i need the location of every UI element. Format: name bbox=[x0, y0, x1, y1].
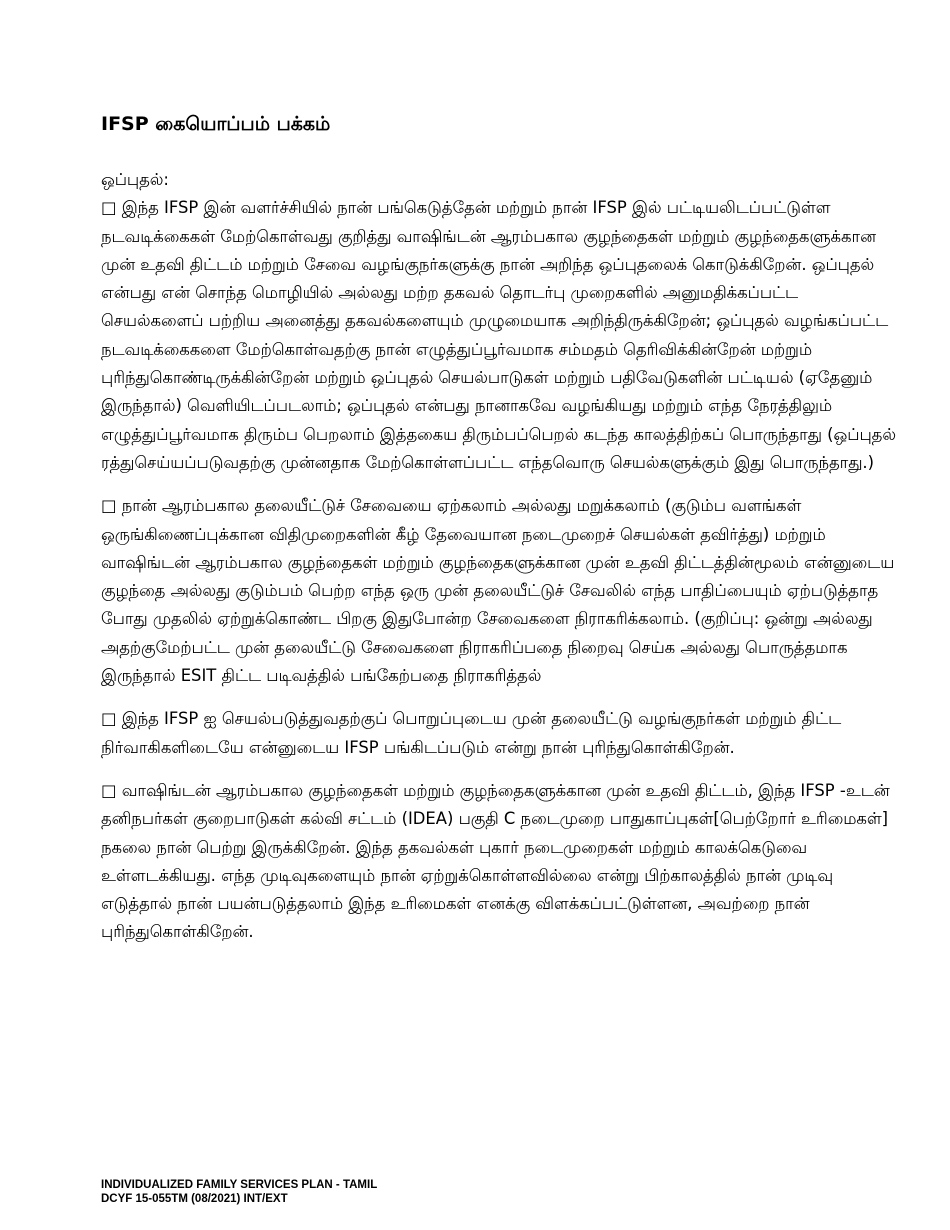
document-body bbox=[101, 166, 901, 962]
document-page bbox=[101, 0, 901, 1230]
consent-paragraph-decline-services: □ நான் ஆரம்பகால தலையீட்டுச் சேவையை ஏற்கலாம் அல்லது மறுக்கலாம் (குடும்ப வளங்கள் ஒருங்கிணைப்புக்கான விதிமுறைகளின் கீழ் தேவையான நடைமுறைச் செயல்கள் தவிர்த்து) மற்றும் வாஷிங்டன் ஆரம்பகால குழந்தைகள் மற்றும் குழந்தைகளுக்கான முன் உதவி திட்டத்தின்மூலம் என்னுடைய குழந்தை அல்லது குடும்பம் பெற்ற எந்த ஒரு முன் தலையீட்டுச் சேவலில் எந்த பாதிப்பையும் ஏற்படுத்தாத போது முதலில் ஏற்றுக்கொண்ட பிறகு இதுபோன்ற சேவைகளை நிராகரிக்கலாம். (குறிப்பு: ஒன்று அல்லது அதற்குமேற்பட்ட முன் தலையீட்டு சேவைகளை நிராகரிப்பதை நிறைவு செய்க அல்லது பொருத்தமாக இருந்தால் ESIT திட்ட படிவத்தில் பங்கேற்பதை நிராகரித்தல் bbox=[101, 496, 895, 686]
page-title: IFSP கையொப்பம் பக்கம் bbox=[101, 113, 331, 135]
page-footer bbox=[101, 1178, 377, 1206]
consent-label: ஒப்புதல்: bbox=[101, 170, 169, 189]
footer-form-number: DCYF 15-055TM (08/2021) INT/EXT bbox=[101, 1193, 288, 1205]
consent-paragraph-rights: □ வாஷிங்டன் ஆரம்பகால குழந்தைகள் மற்றும் குழந்தைகளுக்கான முன் உதவி திட்டம், இந்த IFSP -உடன் தனிநபர்கள் குறைபாடுகள் கல்வி சட்டம் (IDEA) பகுதி C நடைமுறை பாதுகாப்புகள்[பெற்றோர் உரிமைகள்] நகலை நான் பெற்று இருக்கிறேன். இந்த தகவல்கள் புகார் நடைமுறைகள் மற்றும் காலக்கெடுவை உள்ளடக்கியது. எந்த முடிவுகளையும் நான் ஏற்றுக்கொள்ளவில்லை என்று பிற்காலத்தில் நான் முடிவு எடுத்தால் நான் பயன்படுத்தலாம் இந்த உரிமைகள் எனக்கு விளக்கப்பட்டுள்ளன, அவற்றை நான் புரிந்துகொள்கிறேன். bbox=[101, 780, 890, 942]
footer-form-title: INDIVIDUALIZED FAMILY SERVICES PLAN - TAMIL bbox=[101, 1179, 378, 1191]
consent-paragraph-informed: □ இந்த IFSP இன் வளர்ச்சியில் நான் பங்கெடுத்தேன் மற்றும் நான் IFSP இல் பட்டியலிடப்பட்டுள்ள நடவடிக்கைகள் மேற்கொள்வது குறித்து வாஷிங்டன் ஆரம்பகால குழந்தைகள் மற்றும் குழந்தைகளுக்கான முன் உதவி திட்டம் மற்றும் சேவை வழங்குநர்களுக்கு நான் அறிந்த ஒப்புதலைக் கொடுக்கிறேன். ஒப்புதல் என்பது என் சொந்த மொழியில் அல்லது மற்ற தகவல் தொடர்பு முறைகளில் அனுமதிக்கப்பட்ட செயல்களைப் பற்றிய அனைத்து தகவல்களையும் முழுமையாக அறிந்திருக்கிறேன்; ஒப்புதல் வழங்கப்பட்ட நடவடிக்கைகளை மேற்கொள்வதற்கு நான் எழுத்துப்பூர்வமாக சம்மதம் தெரிவிக்கின்றேன் மற்றும் புரிந்துகொண்டிருக்கின்றேன் மற்றும் ஒப்புதல் செயல்பாடுகள் மற்றும் பதிவேடுகளின் பட்டியல் (ஏதேனும் இருந்தால்) வெளியிடப்படலாம்; ஒப்புதல் என்பது நானாகவே வழங்கியது மற்றும் எந்த நேரத்திலும் எழுத்துப்பூர்வமாக திரும்ப பெறலாம் இத்தகைய திரும்பப்பெறல் கடந்த காலத்திற்கப் பொருந்தாது (ஒப்புதல் ரத்துசெய்யப்படுவதற்கு முன்னதாக மேற்கொள்ளப்பட்ட எந்தவொரு செயல்களுக்கும் இது பொருந்தாது.) bbox=[101, 198, 896, 472]
consent-paragraph-sharing: □ இந்த IFSP ஐ செயல்படுத்துவதற்குப் பொறுப்புடைய முன் தலையீட்டு வழங்குநர்கள் மற்றும் திட்ட நிர்வாகிகளிடையே என்னுடைய IFSP பங்கிடப்படும் என்று நான் புரிந்துகொள்கிறேன். bbox=[101, 709, 842, 757]
